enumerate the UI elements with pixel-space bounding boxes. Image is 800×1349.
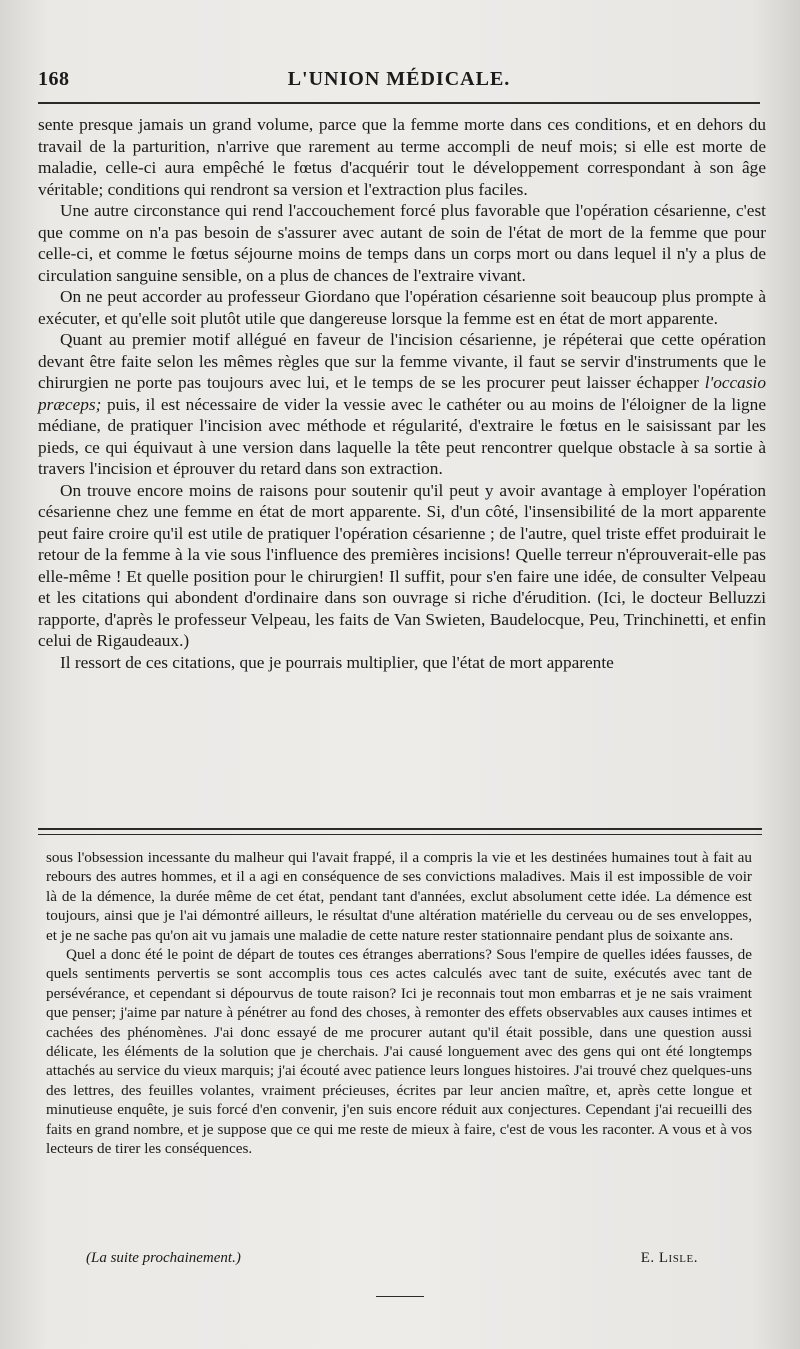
paragraph: sente presque jamais un grand volume, parce que la femme morte dans ces conditions, et en dehors du travail de la parturition, n'arrive que rarement au terme accompli de neuf mois; si elle est morte de maladie, celle-ci aura empêché le fœtus d'acquérir tout le développement correspondant à son âge véritable; conditions qui rendront sa version et l'extraction plus faciles.	[38, 115, 766, 199]
paragraph-text: puis, il est nécessaire de vider la vessie avec le cathéter ou au moins de l'éloigner de la ligne médiane, de pratiquer l'incision avec méthode et régularité, d'extraire le fœtus en le saisissant par les pieds, ce qui équivaut à une version dans laquelle la tête peut rencontrer quelque obstacle à sa sortie à travers l'incision et éprouver du retard dans son extraction.	[38, 394, 766, 478]
signoff	[86, 1250, 698, 1272]
main-article	[38, 114, 766, 673]
feuilleton-separator	[38, 828, 762, 835]
page-number: 168	[38, 68, 70, 90]
header-rule	[38, 102, 760, 104]
feuilleton-paragraph: Quel a donc été le point de départ de toutes ces étranges aberrations? Sous l'empire de quelles idées fausses, de quels sentiments pervertis se sont accomplis tous ces actes calculés avec tant de suite, exécutés avec tant de persévérance, et cependant si dépourvus de toute raison? Ici je reconnais tout mon embarras et je ne sais vraiment que penser; j'aime par nature à pénétrer au fond des choses, à remonter des effets observables aux causes intimes et cachées des phénomènes. J'ai donc essayé de me procurer autant qu'il était possible, dans une question aussi délicate, les éléments de la solution que je cherchais. J'ai causé longuement avec des gens qui ont été longtemps attachés au service du vieux marquis; j'ai écouté avec patience leurs longues histoires. J'ai trouvé chez quelques-uns des lettres, des feuilles volantes, vraiment précieuses, écrites par leur ancien maître, et, après cette longue et minutieuse enquête, je suis forcé d'en convenir, j'en suis encore réduit aux conjectures. Cependant j'ai recueilli des faits en grand nombre, et je suppose que ce qui me reste de mieux à faire, c'est de vous les raconter. A vous et à vos lecteurs de tirer les conséquences.	[46, 946, 752, 1158]
paragraph: Il ressort de ces citations, que je pourrais multiplier, que l'état de mort apparente	[60, 652, 614, 672]
feuilleton-paragraph: sous l'obsession incessante du malheur qui l'avait frappé, il a compris la vie et les destinées humaines tout à fait au rebours des autres hommes, et il a agi en conséquence de ses convictions maladives. Mais il est impossible de voir là de la démence, la durée même de cet état, pendant tant d'années, exclut absolument cette idée. La démence est toujours, ainsi que je l'ai démontré ailleurs, le résultat d'une altération matérielle du cerveau ou de ses enveloppes, et je ne sache pas qu'on ait vu jamais une maladie de cette nature rester stationnaire pendant plus de soixante ans.	[46, 849, 752, 944]
author-signature: E. Lisle.	[640, 1250, 698, 1266]
paragraph: On ne peut accorder au professeur Giordano que l'opération césarienne soit beaucoup plus prompte à exécuter, et qu'elle soit plutôt utile que dangereuse lorsque la femme est en état de mort apparente.	[38, 287, 766, 328]
page-header	[38, 66, 760, 96]
latin-phrase: l'occasio præceps;	[38, 373, 766, 414]
paragraph: Une autre circonstance qui rend l'accouchement forcé plus favorable que l'opération césarienne, c'est que comme on n'a pas besoin de s'assurer avec autant de soin de l'état de mort de la femme que pour celle-ci, et comme le fœtus séjourne moins de temps dans un corps mort ou dans lequel il n'y a plus de circulation sanguine sensible, on a plus de chances de l'extraire vivant.	[38, 201, 766, 285]
paragraph	[38, 329, 766, 480]
running-title: L'UNION MÉDICALE.	[287, 68, 511, 90]
end-rule	[376, 1296, 424, 1297]
continuation-note: (La suite prochainement.)	[86, 1250, 241, 1266]
paragraph-text: Quant au premier motif allégué en faveur de l'incision césarienne, je répéterai que cette opération devant être faite selon les mêmes règles que sur la femme vivante, il faut se servir d'instruments que le chirurgien ne porte pas toujours avec lui, et le temps de se les procurer peut laisser échapper	[38, 330, 766, 392]
feuilleton-text	[46, 848, 752, 1159]
paragraph: On trouve encore moins de raisons pour soutenir qu'il peut y avoir avantage à employer l'opération césarienne chez une femme en état de mort apparente. Si, d'un côté, l'insensibilité de la mort apparente peut faire croire qu'il est utile de pratiquer l'opération césarienne ; de l'autre, quel triste effet produirait le retour de la femme à la vie sous l'influence des premières incisions! Quelle terreur n'éprouverait-elle pas elle-même ! Et quelle position pour le chirurgien! Il suffit, pour s'en faire une idée, de consulter Velpeau et les citations qui abondent d'ordinaire dans son ouvrage si riche d'érudition. (Ici, le docteur Belluzzi rapporte, d'après le professeur Velpeau, les faits de Van Swieten, Baudelocque, Peu, Trinchinetti, et enfin celui de Rigaudeaux.)	[38, 480, 766, 650]
